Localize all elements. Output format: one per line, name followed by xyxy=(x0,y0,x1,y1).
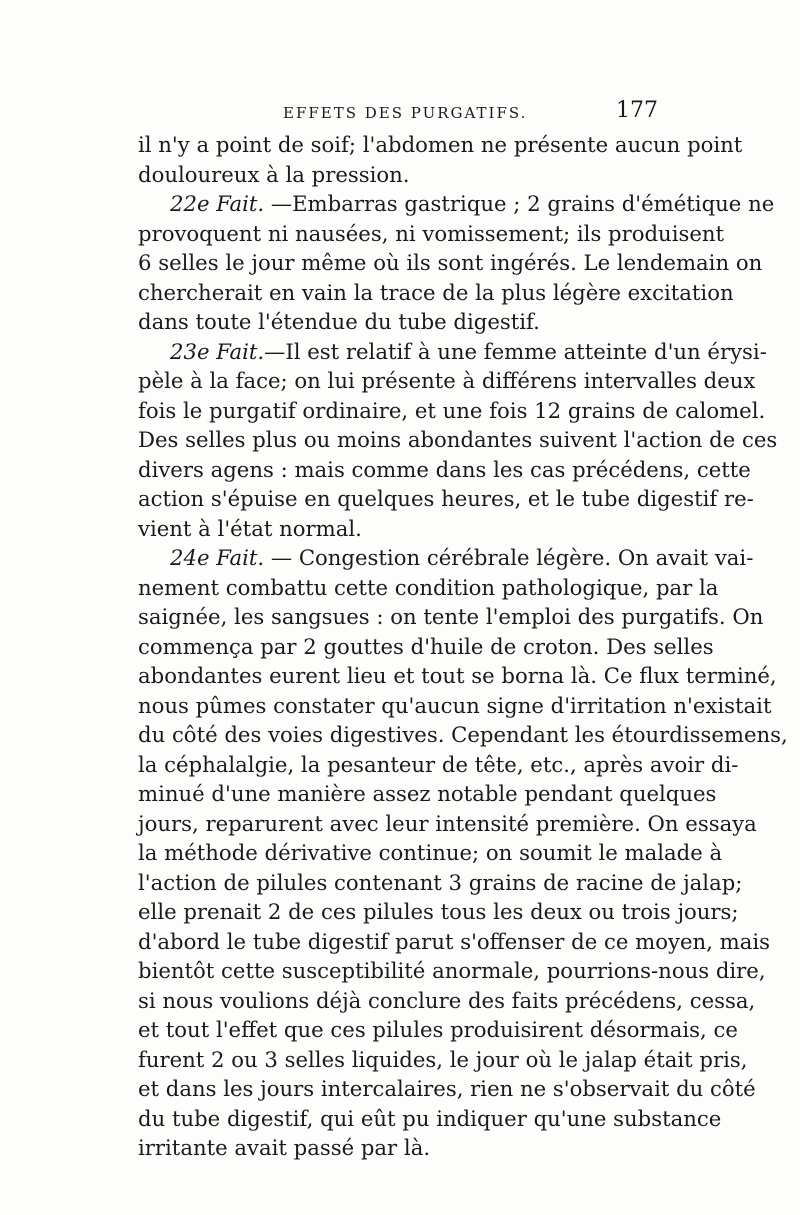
text-line xyxy=(138,602,764,632)
text-line xyxy=(138,219,725,249)
line-text: chercherait en vain la trace de la plus légère excitation xyxy=(138,279,734,305)
line-text: —Embarras gastrique ; 2 grains d'émétique ne xyxy=(264,191,775,216)
text-line xyxy=(138,956,766,986)
line-text: nous pûmes constater qu'aucun signe d'irritation n'existait xyxy=(138,692,772,718)
line-text: irritante avait passé par là. xyxy=(138,1135,431,1160)
text-line xyxy=(138,484,754,514)
text-line xyxy=(138,130,743,160)
text-line xyxy=(138,838,723,868)
line-text: la céphalalgie, la pesanteur de tête, etc., après avoir di- xyxy=(138,751,739,777)
line-text: il n'y a point de soif; l'abdomen ne présente aucun point xyxy=(138,132,743,157)
line-text: minué d'une manière assez notable pendant quelques xyxy=(138,781,717,806)
line-text: et dans les jours intercalaires, rien ne s'observait du côté xyxy=(138,1076,756,1101)
page-header xyxy=(138,98,658,122)
text-line xyxy=(138,307,666,337)
text-line xyxy=(138,720,788,750)
line-text: —Il est relatif à une femme atteinte d'un érysi- xyxy=(264,338,767,364)
body-text xyxy=(138,130,788,1163)
text-line xyxy=(138,1074,756,1104)
text-line xyxy=(138,691,772,721)
line-text: divers agens : mais comme dans les cas précédens, cette xyxy=(138,456,751,482)
text-line xyxy=(138,750,739,780)
page-number: 177 xyxy=(616,98,658,123)
text-line xyxy=(138,189,775,219)
fact-label: 23e Fait. xyxy=(170,338,265,364)
line-text: vient à l'état normal. xyxy=(138,515,362,541)
line-text: et tout l'effet que ces pilules produisirent désormais, ce xyxy=(138,1017,738,1042)
text-line xyxy=(138,661,777,691)
line-text: Des selles plus ou moins abondantes suivent l'action de ces xyxy=(138,427,778,452)
text-line xyxy=(138,986,756,1016)
text-line xyxy=(138,425,778,455)
line-text: provoquent ni nausées, ni vomissement; ils produisent xyxy=(138,220,725,246)
line-text: commença par 2 gouttes d'huile de croton. Des selles xyxy=(138,633,714,659)
text-line xyxy=(138,779,717,809)
text-line xyxy=(138,809,757,839)
line-text: dans toute l'étendue du tube digestif. xyxy=(138,309,540,334)
text-line xyxy=(138,248,763,278)
text-line xyxy=(138,396,766,426)
text-line xyxy=(138,897,739,927)
text-line xyxy=(138,573,719,603)
text-line xyxy=(138,337,767,367)
line-text: 6 selles le jour même où ils sont ingérés. Le lendemain on xyxy=(138,250,763,275)
line-text: la méthode dérivative continue; on soumit le malade à xyxy=(138,840,723,865)
line-text: du tube digestif, qui eût pu indiquer qu'une substance xyxy=(138,1105,722,1131)
line-text: jours, reparurent avec leur intensité première. On essaya xyxy=(138,810,757,836)
text-line xyxy=(138,278,734,308)
text-line xyxy=(138,1133,666,1163)
fact-label: 24e Fait. xyxy=(170,545,265,570)
text-line xyxy=(138,455,751,485)
line-text: du côté des voies digestives. Cependant les étourdissemens, xyxy=(138,722,788,747)
line-text: l'action de pilules contenant 3 grains de racine de jalap; xyxy=(138,869,743,895)
line-text: abondantes eurent lieu et tout se borna là. Ce flux terminé, xyxy=(138,663,777,688)
text-line xyxy=(138,1104,722,1134)
line-text: elle prenait 2 de ces pilules tous les deux ou trois jours; xyxy=(138,899,739,924)
line-text: d'abord le tube digestif parut s'offenser de ce moyen, mais xyxy=(138,928,770,954)
line-text: bientôt cette susceptibilité anormale, pourrions-nous dire, xyxy=(138,958,766,983)
fact-label: 22e Fait. xyxy=(170,191,265,216)
line-text: furent 2 ou 3 selles liquides, le jour où le jalap était pris, xyxy=(138,1046,748,1072)
text-line xyxy=(138,632,714,662)
text-line xyxy=(138,927,770,957)
text-line xyxy=(138,1015,738,1045)
text-line xyxy=(138,366,756,396)
line-text: douloureux à la pression. xyxy=(138,161,410,187)
text-line xyxy=(138,1045,748,1075)
text-line xyxy=(138,868,743,898)
line-text: si nous voulions déjà conclure des faits précédens, cessa, xyxy=(138,987,756,1013)
line-text: fois le purgatif ordinaire, et une fois 12 grains de calomel. xyxy=(138,397,766,423)
text-line xyxy=(138,514,666,544)
line-text: action s'épuise en quelques heures, et le tube digestif re- xyxy=(138,486,754,511)
running-title: EFFETS DES PURGATIFS. xyxy=(283,104,528,122)
line-text: — Congestion cérébrale légère. On avait vai- xyxy=(264,545,754,570)
text-line xyxy=(138,160,666,190)
line-text: saignée, les sangsues : on tente l'emploi des purgatifs. On xyxy=(138,604,764,629)
text-line xyxy=(138,543,754,573)
line-text: pèle à la face; on lui présente à différens intervalles deux xyxy=(138,368,756,393)
line-text: nement combattu cette condition pathologique, par la xyxy=(138,574,719,600)
